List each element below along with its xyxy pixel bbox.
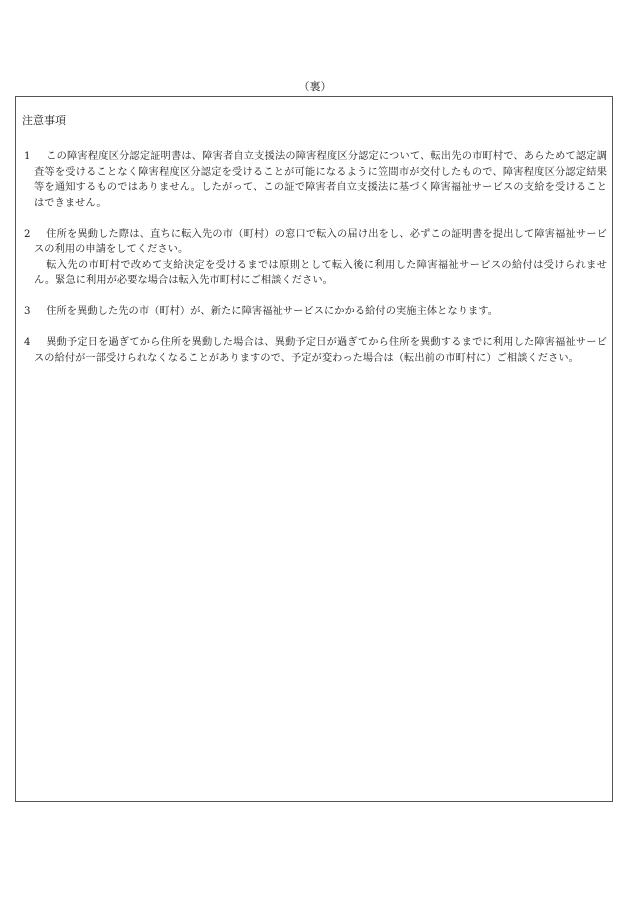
page-side-label: （裏） <box>298 80 332 93</box>
notice-item-number: 3 <box>24 306 31 317</box>
notice-item-4 <box>24 335 607 366</box>
notice-item-body <box>34 335 607 366</box>
notice-item-paragraph: この障害程度区分認定証明書は、障害者自立支援法の障害程度区分認定について、転出先の市町村で、あらためて認定調査等を受けることなく障害程度区分認定を受けることが可能になるように笠間市が交付したもので、障害程度区分認定結果等を通知するものではありません。したがって、この証で障害者自立支援法に基づく障害福祉サービスの支給を受けることはできません。 <box>34 151 607 209</box>
notice-item-paragraph: 住所を異動した際は、直ちに転入先の市（町村）の窓口で転入の届け出をし、必ずこの証明書を提出して障害福祉サービスの利用の申請をしてください。 <box>34 228 607 255</box>
notice-item-body <box>34 149 607 211</box>
notice-item-number: 2 <box>24 228 31 240</box>
notice-item-paragraph: 転入先の市町村で改めて支給決定を受けるまでは原則として転入後に利用した障害福祉サービスの給付は受けられません。緊急に利用が必要な場合は転入先市町村にご相談ください。 <box>34 259 607 286</box>
notice-item-2 <box>24 227 607 289</box>
notice-item-paragraph: 異動予定日を過ぎてから住所を異動した場合は、異動予定日が過ぎてから住所を異動するまでに利用した障害福祉サービスの給付が一部受けられなくなることがありますので、予定が変わった場合は（転出前の市町村に）ご相談ください。 <box>34 337 607 364</box>
notice-item-1 <box>24 149 607 211</box>
notice-item-number: 4 <box>24 337 31 348</box>
notice-item-body <box>34 304 607 320</box>
notice-list <box>24 149 607 382</box>
notice-item-number: 1 <box>24 151 31 162</box>
notice-item-paragraph: 住所を異動した先の市（町村）が、新たに障害福祉サービスにかかる給付の実施主体となります。 <box>46 306 499 317</box>
notice-frame <box>15 96 613 802</box>
notice-item-body <box>34 227 607 289</box>
notice-heading: 注意事項 <box>22 114 66 127</box>
notice-item-3 <box>24 304 607 320</box>
